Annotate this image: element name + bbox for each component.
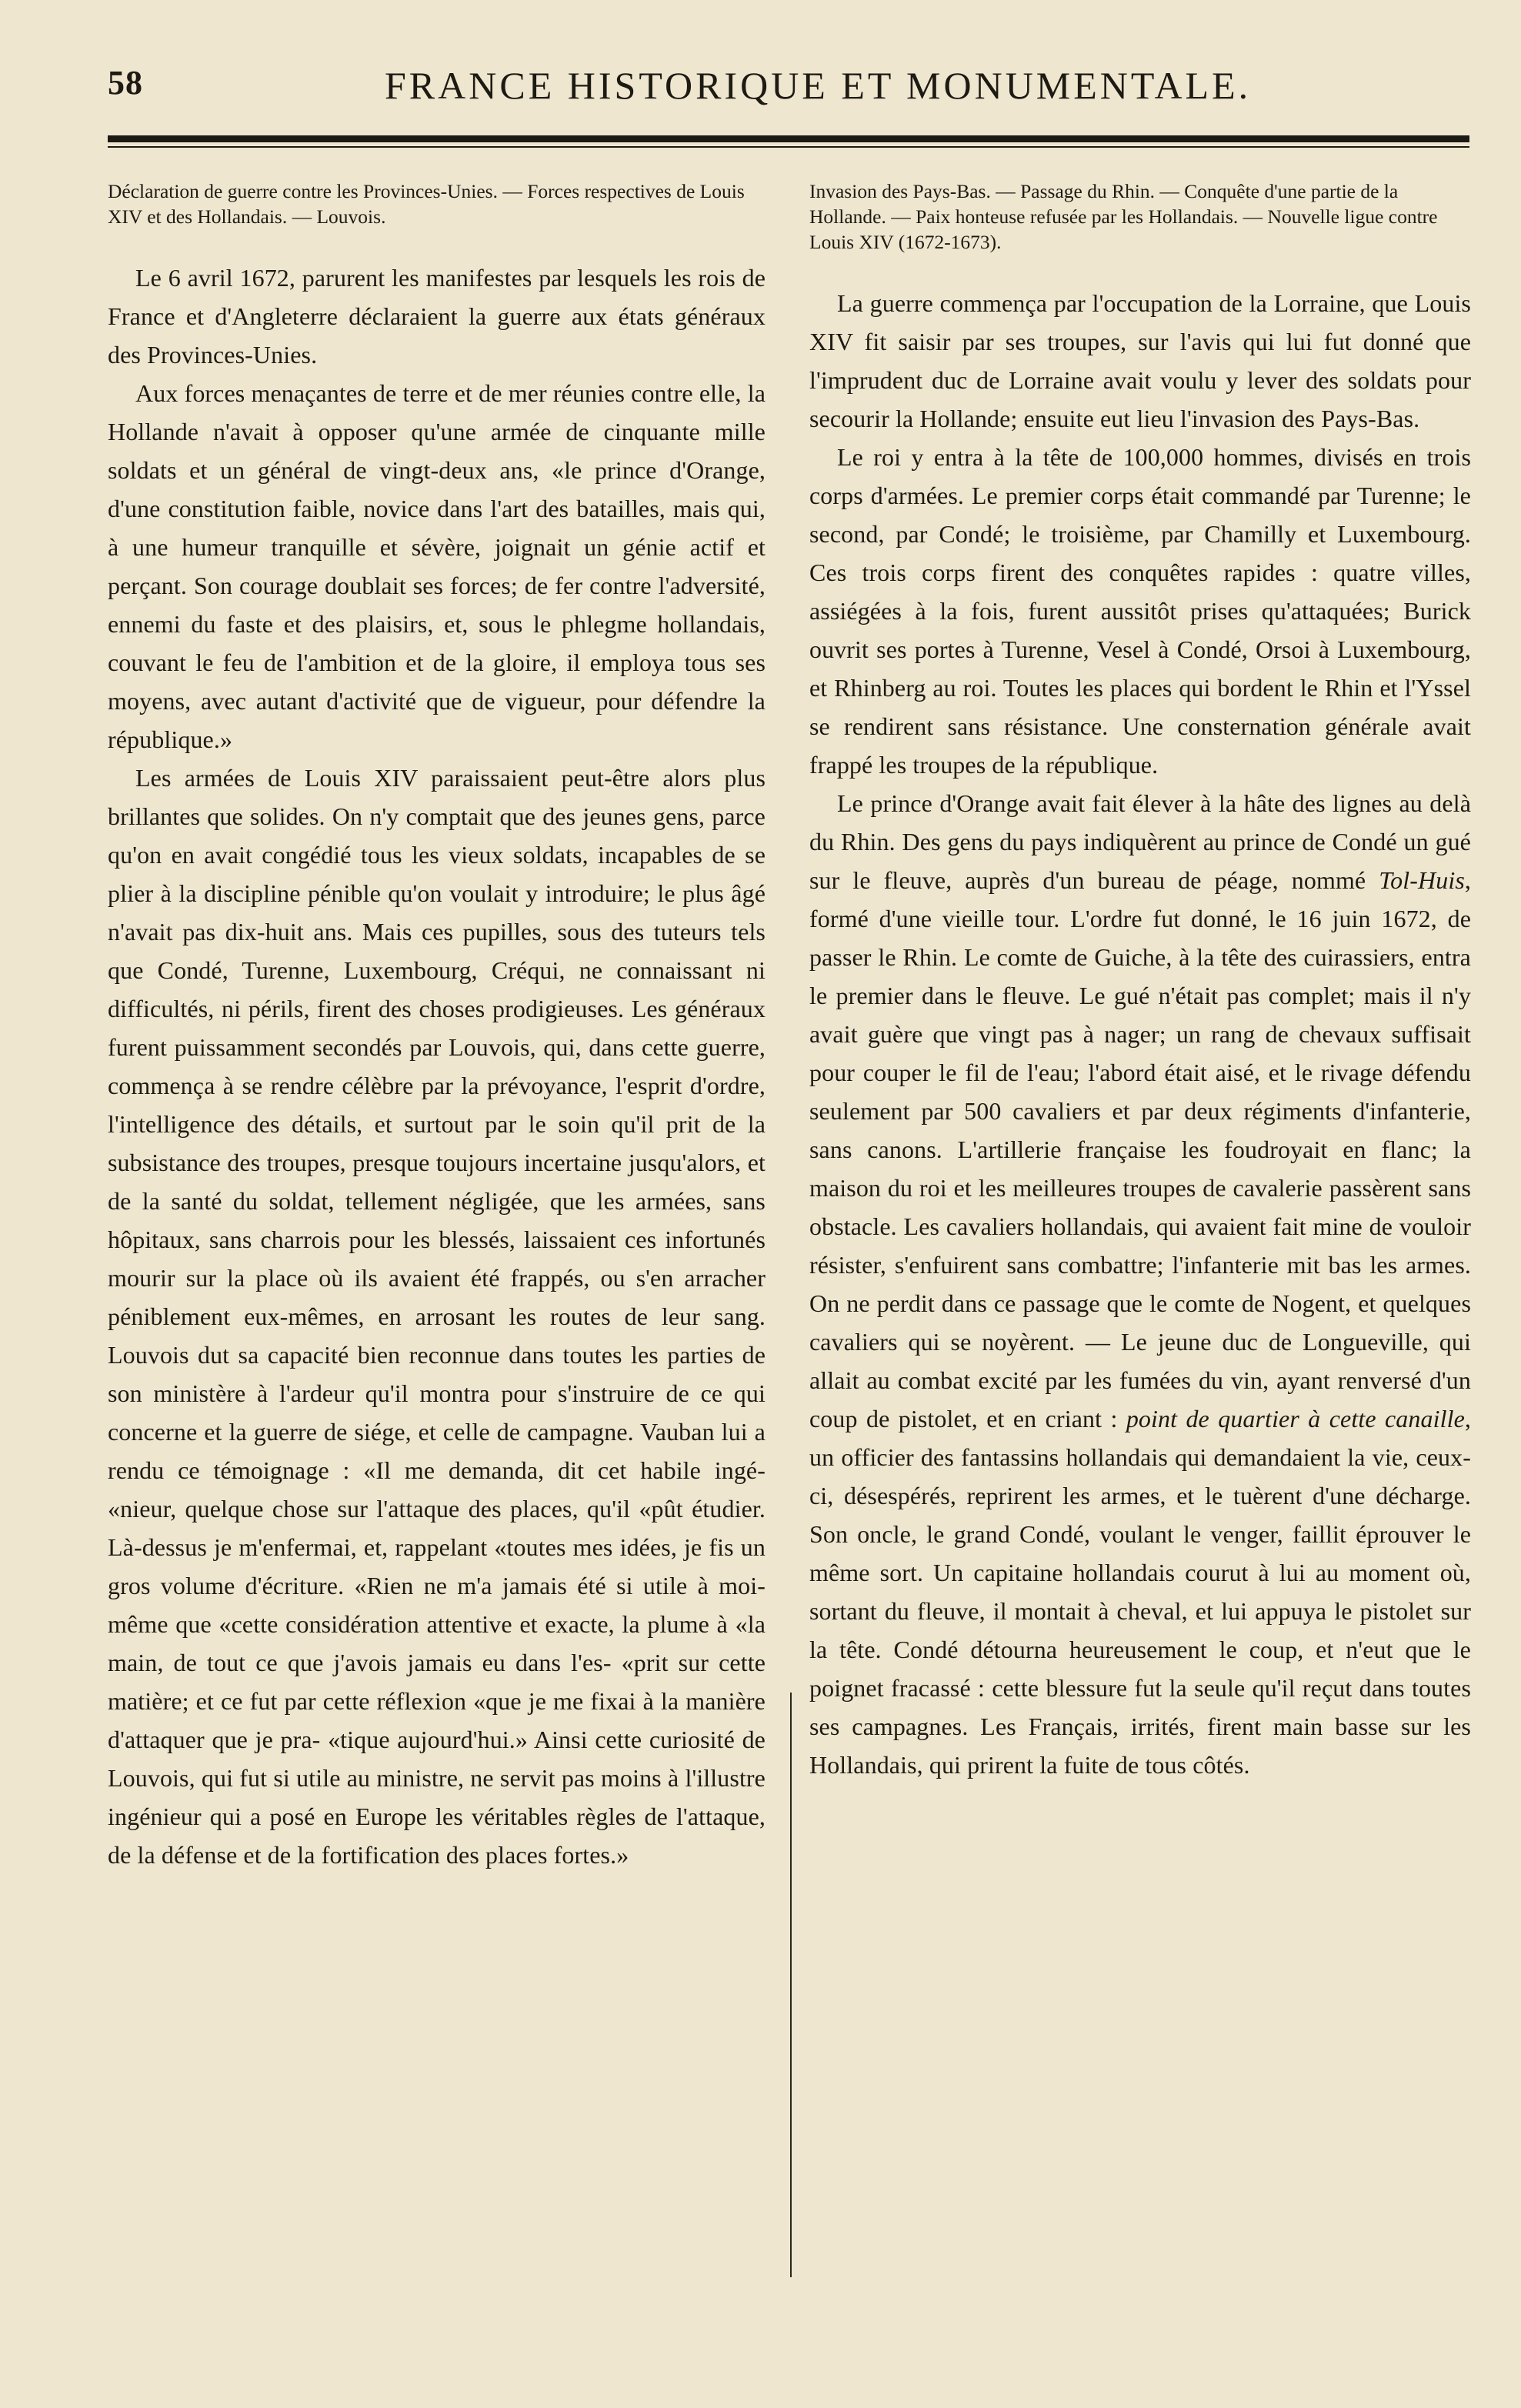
text-run: Le prince d'Orange avait fait élever à la hâte des lignes au delà du Rhin. Des gens du pays indiquèrent au prince de Condé un gué sur le fleuve, auprès d'un bureau de péage, nommé: [809, 789, 1471, 894]
paragraph: Le 6 avril 1672, parurent les manifestes par lesquels les rois de France et d'Angleterre déclaraient la guerre aux états généraux des Provinces-Unies.: [108, 264, 766, 369]
header-rule-thin: [108, 146, 1469, 148]
text-run: , un officier des fantassins hollandais qui demandaient la vie, ceux-ci, désespérés, reprirent les armes, et le tuèrent d'une décharge. Son oncle, le grand Condé, voulant le venger, faillit éprouver le même sort. Un capitaine hollandais courut à lui au moment où, sortant du fleuve, il montait à cheval, et lui appuya le pistolet sur la tête. Condé détourna heureusement le coup, et n'eut que le poignet fracassé : cette blessure fut la seule qu'il reçut dans toutes ses campagnes. Les Français, irrités, firent main basse sur les Hollandais, qui prirent la fuite de tous côtés.: [809, 1405, 1471, 1779]
page-header: [108, 63, 1469, 117]
right-column: [809, 178, 1471, 1784]
text-run: , formé d'une vieille tour. L'ordre fut donné, le 16 juin 1672, de passer le Rhin. Le comte de Guiche, à la tête des cuirassiers, entra le premier dans le fleuve. Le gué n'était pas complet; mais il n'y avait guère que vingt pas à nager; un rang de chevaux suffisait pour couper le fil de l'eau; l'abord était aisé, et le rivage défendu seulement par 500 cavaliers et par deux régiments d'infanterie, sans canons. L'artillerie française les foudroyait en flanc; la maison du roi et les meilleures troupes de cavalerie passèrent sans obstacle. Les cavaliers hollandais, qui avaient fait mine de vouloir résister, s'enfuirent sans combattre; l'infanterie mit bas les armes. On ne perdit dans ce passage que le comte de Nogent, et quelques cavaliers qui se noyèrent. — Le jeune duc de Longueville, qui allait au combat excité par les fumées du vin, ayant renversé d'un coup de pistolet, et en criant :: [809, 866, 1471, 1432]
paragraph: Aux forces menaçantes de terre et de mer réunies contre elle, la Hollande n'avait à opposer qu'une armée de cinquante mille soldats et un général de vingt-deux ans, «le prince d'Orange, d'une constitution faible, novice dans l'art des batailles, mais qui, à une humeur tranquille et sévère, joignait un génie actif et perçant. Son courage doublait ses forces; de fer contre l'adversité, ennemi du faste et des plaisirs, et, sous le phlegme hollandais, couvant le feu de l'ambition et de la gloire, il employa tous ses moyens, avec autant d'activité que de vigueur, pour défendre la république.»: [108, 379, 766, 753]
right-chapter-summary: Invasion des Pays-Bas. — Passage du Rhin. — Conquête d'une partie de la Hollande. — Paix honteuse refusée par les Hollandais. — Nouvelle ligue contre Louis XIV (1672-1673).: [809, 180, 1438, 253]
paragraph-with-italics: [809, 784, 1471, 1784]
header-rule-thick: [108, 135, 1469, 142]
paragraph: La guerre commença par l'occupation de la Lorraine, que Louis XIV fit saisir par ses troupes, sur l'avis qui lui fut donné que l'imprudent duc de Lorraine avait voulu y lever des soldats pour secourir la Hollande; ensuite eut lieu l'invasion des Pays-Bas.: [809, 289, 1471, 432]
paragraph: Le roi y entra à la tête de 100,000 hommes, divisés en trois corps d'armées. Le premier corps était commandé par Turenne; le second, par Condé; le troisième, par Chamilly et Luxembourg. Ces trois corps firent des conquêtes rapides : quatre villes, assiégées à la fois, furent aussitôt prises qu'attaquées; Burick ouvrit ses portes à Turenne, Vesel à Condé, Orsoi à Luxembourg, et Rhinberg au roi. Toutes les places qui bordent le Rhin et l'Yssel se rendirent sans résistance. Une consternation générale avait frappé les troupes de la république.: [809, 443, 1471, 779]
paragraph: Les armées de Louis XIV paraissaient peut-être alors plus brillantes que solides. On n'y comptait que des jeunes gens, parce qu'on en avait congédié tous les vieux soldats, incapables de se plier à la discipline pénible qu'on voulait y introduire; le plus âgé n'avait pas dix-huit ans. Mais ces pupilles, sous des tuteurs tels que Condé, Turenne, Luxembourg, Créqui, ne connaissant ni difficultés, ni périls, firent des choses prodigieuses. Les généraux furent puissamment secondés par Louvois, qui, dans cette guerre, commença à se rendre célèbre par la prévoyance, l'esprit d'ordre, l'intelligence des détails, et surtout par le soin qu'il prit de la subsistance des troupes, presque toujours incertaine jusqu'alors, et de la santé du soldat, tellement négligée, que les armées, sans hôpitaux, sans charrois pour les blessés, laissaient ces infortunés mourir sur la place où ils avaient été frappés, ou s'en arracher péniblement eux-mêmes, en arrosant les routes de leur sang. Louvois dut sa capacité bien reconnue dans toutes les parties de son ministère à l'ardeur qu'il montra pour s'instruire de ce qui concerne et la guerre de siége, et celle de campagne. Vauban lui a rendu ce témoignage : «Il me demanda, dit cet habile ingé- «nieur, quelque chose sur l'attaque des places, qu'il «pût étudier. Là-dessus je m'enfermai, et, rappelant «toutes mes idées, je fis un gros volume d'écriture. «Rien ne m'a jamais été si utile à moi-même que «cette considération attentive et exacte, la plume à «la main, de tout ce que j'avois jamais eu dans l'es- «prit sur cette matière; et ce fut par cette réflexion «que je me fixai à la manière d'attaquer que je pra- «tique aujourd'hui.» Ainsi cette curiosité de Louvois, qui fut si utile au ministre, ne servit pas moins à l'illustre ingénieur qui a posé en Europe les véritables règles de l'attaque, de la défense et de la fortification des places fortes.»: [108, 764, 766, 1869]
italic-place-name: Tol-Huis: [1379, 866, 1465, 894]
page-number: 58: [108, 64, 143, 102]
left-chapter-summary: Déclaration de guerre contre les Provinces-Unies. — Forces respectives de Louis XIV et des Hollandais. — Louvois.: [108, 180, 745, 228]
running-title: FRANCE HISTORIQUE ET MONUMENTALE.: [385, 64, 1252, 107]
italic-quote: point de quartier à cette canaille: [1126, 1405, 1465, 1432]
column-divider: [790, 1693, 792, 2277]
left-column: [108, 178, 766, 1874]
